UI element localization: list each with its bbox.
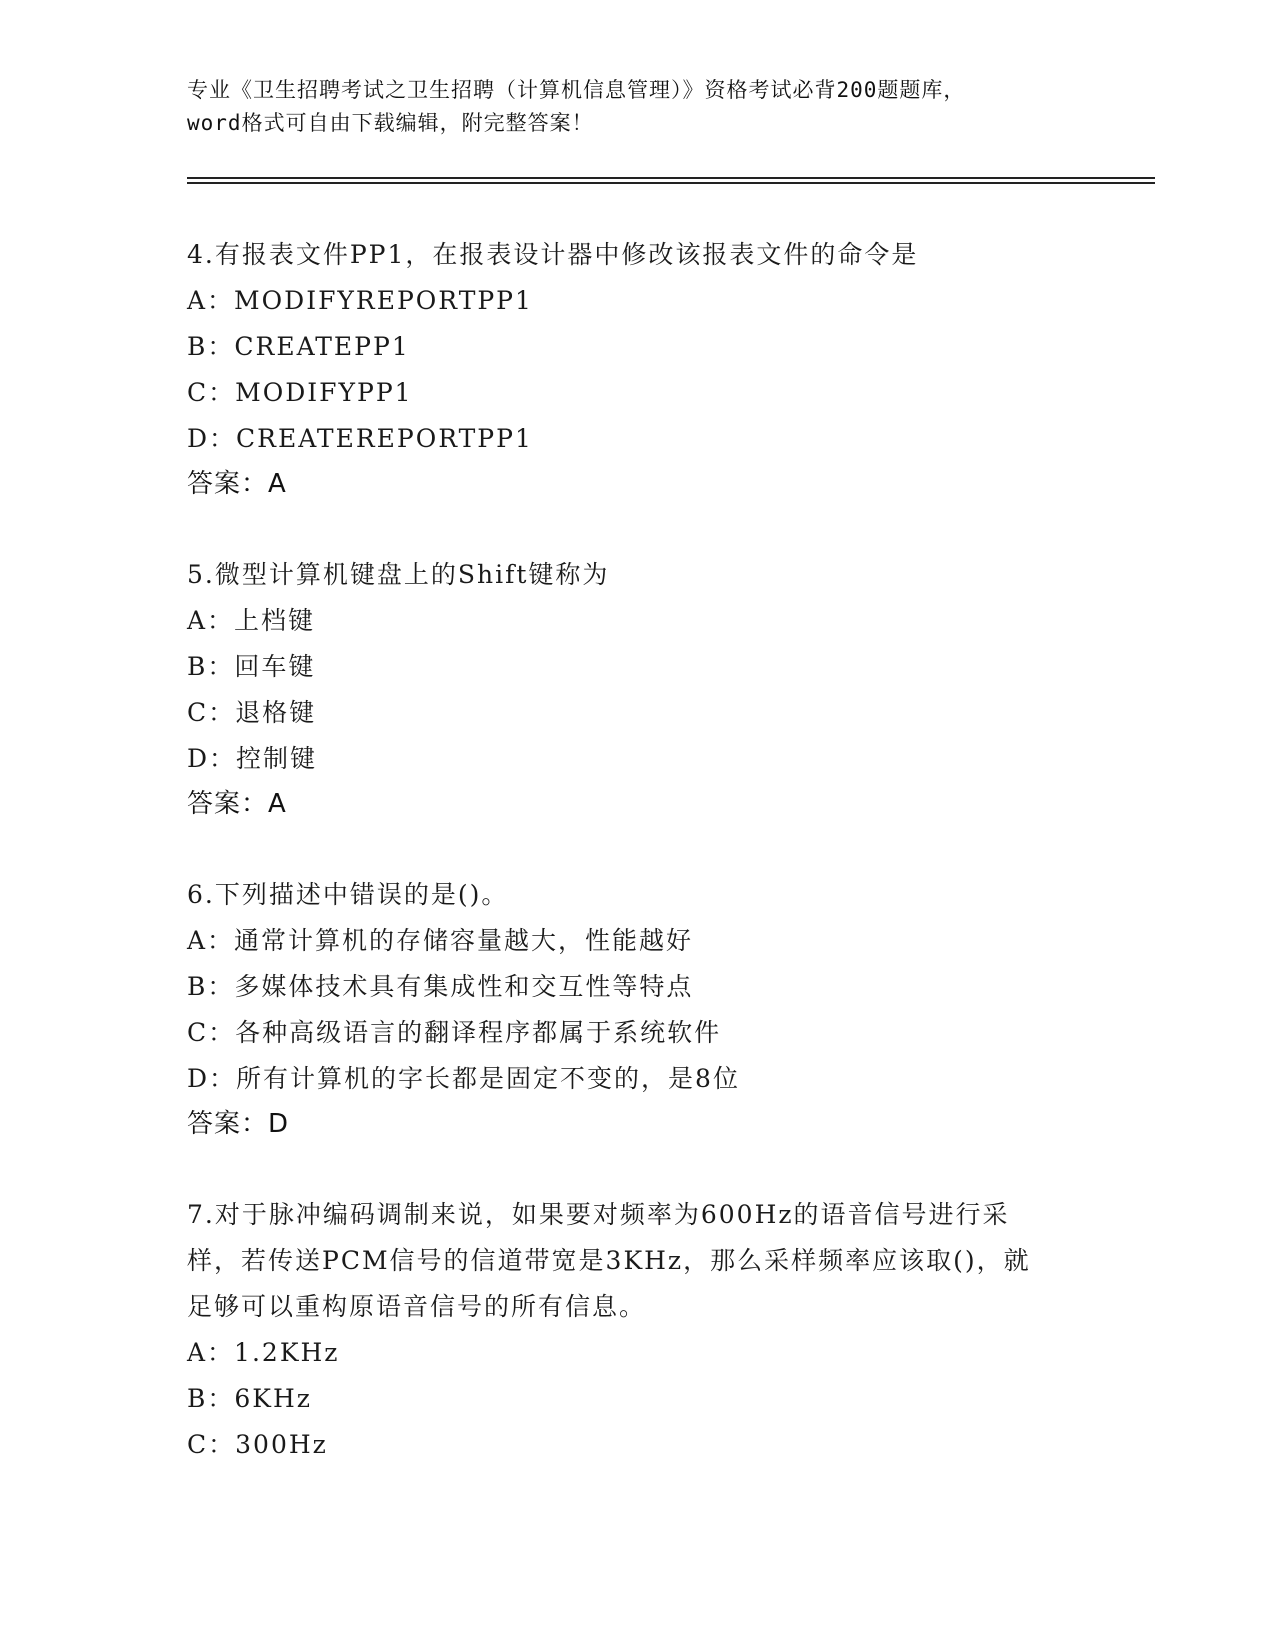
header-line-1: 专业《卫生招聘考试之卫生招聘（计算机信息管理）》资格考试必背200题题库， (187, 78, 966, 102)
question-7 (187, 1192, 1087, 1468)
header-divider-top (187, 177, 1155, 179)
option-b: B：6KHz (187, 1384, 312, 1413)
option-c: C：各种高级语言的翻译程序都属于系统软件 (187, 1018, 722, 1047)
question-stem-line: 样，若传送PCM信号的信道带宽是3KHz，那么采样频率应该取()，就 (187, 1246, 1031, 1275)
question-stem-line: 7.对于脉冲编码调制来说，如果要对频率为600Hz的语音信号进行采 (187, 1200, 1010, 1229)
header-line-2: word格式可自由下载编辑，附完整答案！ (187, 111, 594, 135)
question-stem-line: 足够可以重构原语音信号的所有信息。 (187, 1292, 647, 1321)
option-a: A：1.2KHz (187, 1338, 340, 1367)
question-6 (187, 872, 1087, 1146)
document-header (187, 74, 1087, 140)
option-d: D：所有计算机的字长都是固定不变的，是8位 (187, 1064, 740, 1093)
question-stem-line: 4.有报表文件PP1，在报表设计器中修改该报表文件的命令是 (187, 240, 919, 269)
option-a: A：通常计算机的存储容量越大，性能越好 (187, 926, 694, 955)
question-stem (187, 1192, 1087, 1330)
option-b: B：CREATEPP1 (187, 332, 410, 361)
question-stem (187, 232, 1087, 278)
option-c: C：300Hz (187, 1430, 328, 1459)
answer-line: 答案：A (187, 469, 287, 499)
answer-line: 答案：D (187, 1109, 290, 1139)
option-b: B：多媒体技术具有集成性和交互性等特点 (187, 972, 694, 1001)
answer-line: 答案：A (187, 789, 287, 819)
question-5 (187, 552, 1087, 826)
option-c: C：MODIFYPP1 (187, 378, 413, 407)
question-stem-line: 6.下列描述中错误的是()。 (187, 880, 509, 909)
option-a: A：MODIFYREPORTPP1 (187, 286, 533, 315)
header-divider-bottom (187, 182, 1155, 184)
option-c: C：退格键 (187, 698, 317, 727)
option-b: B：回车键 (187, 652, 316, 681)
question-stem (187, 552, 1087, 598)
option-d: D：CREATEREPORTPP1 (187, 424, 533, 453)
option-d: D：控制键 (187, 744, 318, 773)
question-stem-line: 5.微型计算机键盘上的Shift键称为 (187, 560, 610, 589)
option-a: A：上档键 (187, 606, 316, 635)
question-4 (187, 232, 1087, 506)
question-stem (187, 872, 1087, 918)
